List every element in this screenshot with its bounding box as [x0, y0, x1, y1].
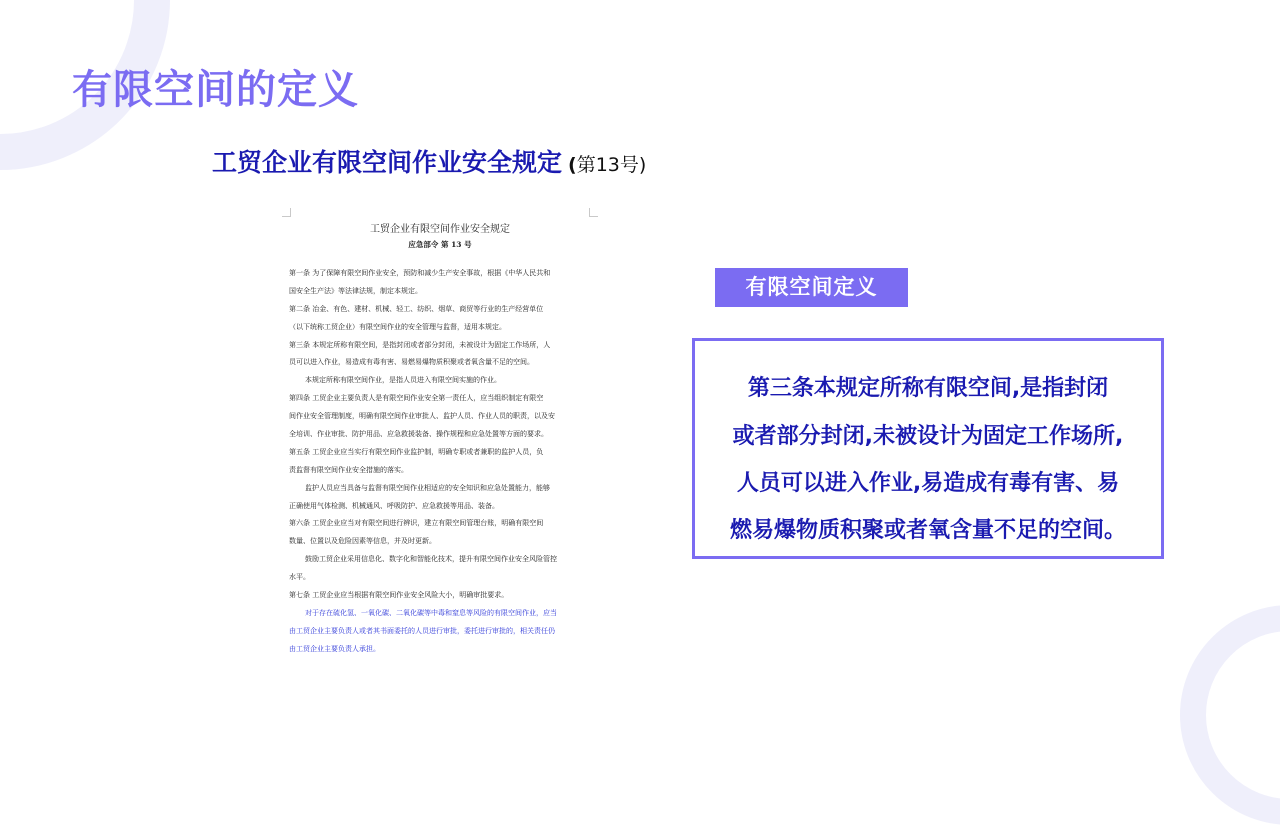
- document-image-body: [289, 265, 593, 659]
- document-text-line: 监护人员应当具备与监督有限空间作业相适应的安全知识和应急处置能力，能够: [305, 483, 550, 492]
- document-heading-number: [568, 154, 646, 176]
- definition-line: 或者部分封闭,未被设计为固定工作场所,: [732, 424, 1124, 449]
- definition-line: 第三条本规定所称有限空间,是指封闭: [747, 376, 1109, 401]
- definition-line: 人员可以进入作业,易造成有毒有害、易: [736, 471, 1120, 496]
- decorative-ring-bottom: [1180, 605, 1280, 825]
- crop-mark-top-left: [282, 208, 291, 217]
- document-text-line: 第一条 为了保障有限空间作业安全，预防和减少生产安全事故，根据《中华人民共和: [289, 269, 551, 277]
- document-text-line: 正确使用气体检测、机械通风、呼吸防护、应急救援等用品、装备。: [289, 501, 499, 510]
- document-heading-paren: (: [568, 154, 577, 176]
- document-text-line: 对于存在硫化氢、一氧化碳、二氧化碳等中毒和窒息等风险的有限空间作业，应当: [305, 608, 557, 617]
- document-text-line: 由工贸企业主要负责人或者其书面委托的人员进行审批，委托进行审批的，相关责任仍: [289, 626, 555, 635]
- document-text-line: 责监督有限空间作业安全措施的落实。: [289, 465, 408, 474]
- document-heading-title: 工贸企业有限空间作业安全规定: [212, 148, 563, 177]
- document-heading-number-text: 第13号): [576, 154, 647, 176]
- document-text-line: 全培训、作业审批、防护用品、应急救援装备、操作规程和应急处置等方面的要求。: [289, 430, 548, 439]
- definition-box: [692, 338, 1164, 559]
- definition-line: 燃易爆物质积聚或者氧含量不足的空间。: [729, 518, 1126, 543]
- crop-mark-top-right: [589, 208, 598, 217]
- document-text-line: 第七条 工贸企业应当根据有限空间作业安全风险大小，明确审批要求。: [289, 591, 509, 600]
- document-text-line: 第六条 工贸企业应当对有限空间进行辨识，建立有限空间管理台账，明确有限空间: [289, 519, 544, 528]
- document-text-line: 第四条 工贸企业主要负责人是有限空间作业安全第一责任人，应当组织制定有限空: [289, 394, 544, 403]
- definition-label: 有限空间定义: [715, 268, 908, 307]
- page-title: 有限空间的定义: [72, 67, 359, 113]
- document-heading: [212, 143, 646, 179]
- document-text-line: 第二条 冶金、有色、建材、机械、轻工、纺织、烟草、商贸等行业的生产经营单位: [289, 304, 544, 313]
- document-text-line: 水平。: [289, 573, 310, 582]
- document-text-line: 员可以进入作业，易造成有毒有害、易燃易爆物质积聚或者氧含量不足的空间。: [289, 358, 534, 367]
- document-text-line: 鼓励工贸企业采用信息化、数字化和智能化技术，提升有限空间作业安全风险管控: [305, 555, 557, 564]
- document-text-line: 由工贸企业主要负责人承担。: [289, 644, 380, 653]
- document-image-title: 工贸企业有限空间作业安全规定: [370, 224, 510, 235]
- document-text-line: （以下统称工贸企业）有限空间作业的安全管理与监督，适用本规定。: [289, 322, 506, 331]
- document-image-subtitle: 应急部令 第 13 号: [408, 240, 472, 249]
- document-text-line: 第五条 工贸企业应当实行有限空间作业监护制，明确专职或者兼职的监护人员，负: [289, 447, 544, 456]
- document-text-line: 间作业安全管理制度，明确有限空间作业审批人、监护人员、作业人员的职责，以及安: [289, 412, 555, 421]
- document-text-line: 国安全生产法》等法律法规，制定本规定。: [289, 286, 422, 295]
- document-text-line: 第三条 本规定所称有限空间，是指封闭或者部分封闭，未被设计为固定工作场所，人: [289, 340, 551, 349]
- document-text-line: 本规定所称有限空间作业，是指人员进入有限空间实施的作业。: [305, 376, 501, 385]
- document-text-line: 数量、位置以及危险因素等信息，并及时更新。: [289, 537, 436, 546]
- regulation-document-image: [282, 208, 598, 660]
